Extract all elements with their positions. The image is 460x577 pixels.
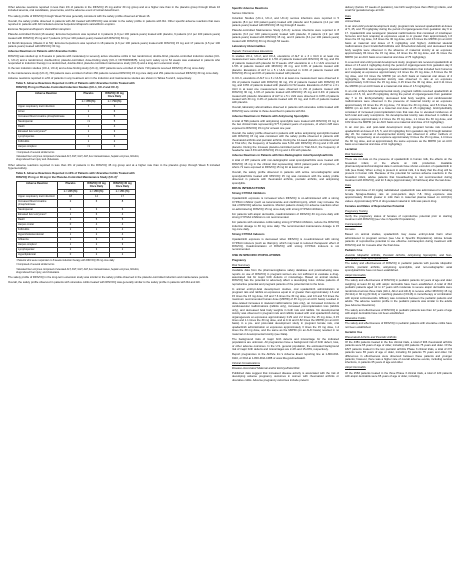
table6-footnote: ¹ Patients who were responders to 8 weeks induction therapy with RINVOQ 45 mg once daily — [16, 258, 115, 262]
table-cell-value: 2 — [84, 252, 110, 257]
table-cell-value: 4 — [110, 232, 136, 237]
paragraph: The safety and effectiveness of RINVOQ in pediatric patients with ulcerative colitis have not been established. — [345, 322, 452, 329]
subheading-atopic: Atopic Dermatitis — [345, 274, 366, 278]
paragraph: Overall, the safety profile observed in patients with active ankylosing spondylitis treated with RINVOQ 15 mg was consistent with the safety profile observed in patients with rheumatoid arthritis and psoriatic arthritis. During the 14-week placebo-controlled period in Trial AS-I, the frequency of headache was 5.4% with RINVOQ 15 mg and 2.1% with placebo. During the 14-week placebo-controlled period in Trial AS-II, the frequency of headache was 3.3% with RINVOQ 15 mg and 1.4% with placebo. — [232, 131, 339, 153]
table-cell-value: 1 — [58, 213, 84, 218]
paragraph: A total of 187 patients with non-radiographic axial spondyloarthritis were treated with RINVOQ 15 mg in the clinical trial representing 116.6 patient-years of exposure, of whom 71 were exposed to RINVOQ 15 mg for at least one year. — [232, 159, 339, 170]
table-cell-value: 7 — [76, 104, 102, 109]
table-cell-reaction: Elevated liver enzymes²* — [17, 129, 76, 134]
table-cell-value: 2 — [102, 144, 128, 149]
table-cell-reaction: Acne¹ — [17, 109, 76, 114]
table6-footnote: ² Composed of several similar terms — [16, 263, 55, 267]
heading-specific: Specific Adverse Reactions — [232, 7, 268, 11]
table-cell-value: 0 — [58, 252, 84, 257]
paragraph: RINVOQ was studied up to 8 weeks in patients with moderately to severely active ulcerative colitis in two randomized, double-blind, placebo-controlled induction studies (UC-1, UC-2) and a randomized, double-blind, placebo-controlled, dose-finding study (UC-4; NCT02819635). Long term safety up to 52 weeks was evaluated in patients who responded to induction therapy in a randomized, double-blind, placebo-controlled maintenance study (UC-3) and a long-term extension study. — [8, 55, 220, 66]
table-cell-value: 1 — [58, 237, 84, 242]
paragraph: In the two induction studies (UC-1, UC-2) and a dose finding study (UC-4), 1097 patients were enrolled of whom 719 patients received RINVOQ 45 mg once daily. — [8, 67, 205, 71]
table-cell-value: <1 — [76, 119, 102, 124]
table-cell-value: <1 — [76, 144, 102, 149]
table5-caption: Table 5. Adverse Reactions Reported in ≥2% of Patients with Ulcerative Colitis Treated with RINVOQ 45 mg in Placebo-Controlled Induction Studies (UC-1, UC-2 and UC-4) — [16, 82, 135, 89]
table-cell-reaction: Influenza — [17, 237, 58, 242]
paragraph: Overall, the safety profile observed in patients with AD treated with RINVOQ was similar to the safety profile in patients with RA. Other specific adverse reactions that were reported in patients with AD included eczema herpeticum/Kaposi's varicelliform eruption. — [8, 19, 220, 26]
paragraph: Verify the pregnancy status of females of reproductive potential prior to starting treatment with RINVOQ [see Use in Specific Populations]. — [345, 214, 452, 222]
table-cell-value: 1 — [58, 242, 84, 247]
table-cell-reaction: Herpes simplex² — [17, 242, 58, 247]
table-cell-value: 4 — [110, 222, 136, 227]
subheading-disease: Disease-Associated Maternal and/or Embryo/Fetal Risk — [232, 366, 300, 370]
paragraph: For patients with atopic dermatitis, coadministration of RINVOQ 30 mg once daily with strong CYP3A4 inhibitors is not recommended. — [232, 212, 339, 220]
paragraph: The safety profile of RINVOQ through Week 52 was generally consistent with the safety profile observed at Week 16. — [8, 14, 151, 18]
table-cell-reaction: Rash¹ — [17, 124, 76, 129]
paragraph: Overall, the safety profile observed in patients with ulcerative colitis treated with RINVOQ was generally similar to the safety profile in patients with RA and AD. — [8, 281, 201, 285]
table-cell-value: 1 — [76, 134, 102, 139]
table5-n-placebo: n = 378 (%) — [76, 99, 102, 104]
table-cell-value: 1 — [76, 124, 102, 129]
middle-column — [232, 6, 339, 572]
paragraph: Report pregnancies to the AbbVie Inc.'s Adverse Event reporting line at 1-800-633-9110, or FDA at 1-800-FDA-1088 or www.fda.gov/medwatch. — [232, 353, 339, 360]
table-cell-value: 3 — [102, 134, 128, 139]
paragraph: 12 Month Exposure (Weeks 0 to 52): Eczema herpeticum was reported in 18 patients (1.6 per 100 patient-years) treated with RINVOQ 15 mg and 17 patients (1.5 per 100 patient-years) treated with RINVOQ 30 mg. — [8, 41, 220, 49]
table6-caption: Table 6. Adverse Reactions Reported in ≥2% of Patients with Ulcerative Colitis Treated with RINVOQ 15 mg or 30 mg in the Placebo-Controlled Maintenance Study (UC-3)¹ — [16, 172, 135, 179]
paragraph: There are no data on the presence of upadacitinib in human milk, the effects on the breastfed infant, or the effects on milk production. Available pharmacodynamic/toxicological data in animals have shown excretion of upadacitinib in milk (see Data). When a drug is present in animal milk, it is likely that the drug will be present in human milk. Because of the potential for serious adverse reactions in the breastfed infant, advise patients that breastfeeding is not recommended during treatment with RINVOQ, and for 6 days (approximately 10 half-lives) after the last dose. — [345, 158, 452, 183]
table-cell-value: 3 — [84, 247, 110, 252]
subheading-hep: Hepatic Transaminase Elevations — [232, 49, 273, 53]
paragraph: delivery (before 37 weeks of gestation), low birth weight (less than 2500 g) infants, and small for gestational age at birth. — [345, 6, 452, 13]
table-cell-value: 4 — [110, 227, 136, 232]
table-cell-value: 5 — [110, 217, 136, 222]
paragraph: In studies UC-1, UC-2, and UC-4, elevations of ALT to ≥ 3 x ULN in at least one measurement were observed in 1.5% of patients treated with RINVOQ 45 mg, and 0% of patients treated with placebo for 8 weeks. AST elevations to ≥ 3 x ULN occurred in 1.5% of patients treated with RINVOQ 45 mg, and 0.3% of patients treated with placebo. Elevations of ALT to ≥ 5 x ULN occurred in 0.4% of patients treated with RINVOQ 45 mg and 0% of patients treated with placebo. — [232, 54, 339, 76]
table-cell-value: 3 — [84, 237, 110, 242]
subheading-atopic: Atopic Dermatitis — [345, 366, 366, 370]
table-cell-reaction: Herpes zoster — [17, 222, 58, 227]
table-cell-reaction: Increased blood creatine phosphokinase — [17, 114, 76, 119]
table-cell-value: 2 — [84, 232, 110, 237]
table6-col-placebo: Placebo — [58, 181, 84, 189]
table-cell-value: 18 — [58, 194, 84, 199]
heading-pediatric: Pediatric Use — [345, 248, 363, 252]
table-cell-value: 4 — [102, 124, 128, 129]
subheading-animal: Animal Data — [345, 19, 360, 23]
table-cell-value: 1 — [84, 227, 110, 232]
table-row — [17, 199, 136, 207]
document-page — [8, 6, 452, 572]
subheading-risk: Risk Summary — [345, 153, 363, 157]
table-cell-value: 6 — [84, 213, 110, 218]
table-cell-value: 2 — [102, 139, 128, 144]
heading-drug-interactions: DRUG INTERACTIONS — [232, 186, 266, 191]
paragraph: Other adverse reactions reported in less than 1% of patients in the RINVOQ 15 mg and/or 30 mg group and at a higher rate than in the placebo group through Week 16 included anemia, oral candidiasis, pneumonia, and the adverse event of retinal detachment. — [8, 6, 220, 13]
table5-footnote: ¹ Composed of several similar terms — [16, 150, 55, 154]
table-cell-reaction: Increased blood creatine phosphokinase — [17, 199, 58, 207]
table6-col-rinvoq30: RINVOQ 30 mg Once Daily — [110, 181, 136, 189]
paragraph: Other adverse reactions reported in less than 2% of patients in the RINVOQ 45 mg group and at a higher rate than in the placebo group through Week 8 included hypersensitivity. — [8, 163, 220, 171]
table6-col-reaction: Adverse Reaction — [17, 181, 58, 194]
table6-body — [17, 194, 136, 257]
paragraph: Available data from the pharmacovigilance safety database and postmarketing case reports on use of RINVOQ in pregnant women are not sufficient to evaluate a drug-associated risk for major birth defects or miscarriage. Based on animal studies, RINVOQ has the potential to adversely affect a developing fetus. Advise patients of reproductive potential and pregnant patients of the potential risk to the fetus. — [232, 269, 339, 286]
paragraph: Overall, the safety profile observed in patients with active non-radiographic axial spondyloarthritis treated with RINVOQ 15 mg was consistent with the safety profile observed in patients with rheumatoid arthritis, psoriatic arthritis, and ankylosing spondylitis. — [232, 171, 339, 185]
heading-ar-as: Adverse Reactions in Patients with Ankylosing Spondylitis — [232, 114, 309, 118]
paragraph: Of the 2583 patients treated in the three Phase 3 clinical trials, a total of 120 patients with atopic dermatitis were 65 years of age or older, including — [345, 371, 452, 378]
table-cell-value: 2 — [110, 237, 136, 242]
heading-pregnancy: Pregnancy — [232, 258, 247, 262]
table-cell-reaction: Herpes simplex¹ — [17, 144, 76, 149]
subheading-rheumatoid: Rheumatoid Arthritis and Psoriatic Arthritis — [345, 335, 397, 339]
paragraph: A single oral dose of 10 mg/kg radiolabeled upadacitinib was administered to lactating female Sprague-Dawley rats on post-partum days 7-8. Drug exposure was approximately 30-fold greater in milk than in maternal plasma based on AUC(0-t) values. Approximately 97% of drug-related material in milk was parent drug. — [345, 189, 452, 203]
table-cell-value: 1 — [76, 114, 102, 119]
table-cell-reaction: Upper respiratory tract infection¹ — [17, 104, 76, 109]
paragraph: In the maintenance study (UC-3), 746 patients were enrolled of whom 250 patients received RINVOQ 15 mg once daily and 251 patients received RINVOQ 30 mg once daily. — [8, 72, 219, 76]
subheading-juvenile: Juvenile Idiopathic Arthritis, Psoriatic Arthritis, Ankylosing Spondylitis, and Non-radiographic Axial Spondyloarthritis — [345, 253, 452, 261]
subheading-contraception: Contraception — [345, 223, 363, 227]
paragraph: In an oral pre- and post-natal development study, pregnant female rats received upadacitinib at doses of 2.5, 5, and 10 mg/kg/day from gestation day 6 through lactation day 20. No maternal or developmental toxicity was observed in either mothers or offspring, respectively, at an exposure approximately 3 times the 15 mg dose, 1.4 times the 30 mg dose, and at approximately the same exposure as the MRHD (on an AUC basis at a maternal oral dose of 10 mg/kg/day). — [345, 126, 452, 147]
table-cell-value: 5 — [102, 119, 128, 124]
table-cell-value: 2 — [58, 227, 84, 232]
table-cell-value: 1 — [76, 109, 102, 114]
left-column — [8, 6, 220, 572]
paragraph: In an oral embryo-fetal developmental study, pregnant rabbits received upadacitinib at doses of 2.5, 10, and 25 mg/kg/day during the period of organogenesis from gestation day 7 to 19. Embryolethality, decreased fetal body weights, and cardiovascular malformations were observed in the presence of maternal toxicity at an exposure approximately 15 times the 15 mg dose, 7.6 times the 30 mg dose, and 5.6 times the MRHD (on an AUC basis at a maternal oral dose of 25 mg/kg/day). Embryolethality consisted of increased post-implantation loss that was due to elevated incidences of both total and early resorptions. No developmental toxicity was observed in rabbits at an exposure approximately 2.2 times the 15 mg dose, 1.1 times the 30 mg dose, and 0.82 times the MRHD (on an AUC basis at a maternal oral dose of 10 mg/kg/day). — [345, 89, 452, 125]
table6-col-rinvoq15: RINVOQ 15 mg Once Daily — [84, 181, 110, 189]
table-cell-reaction: Upper respiratory tract infection² — [17, 194, 58, 199]
table-cell-reaction: Folliculitis — [17, 227, 58, 232]
table-cell-reaction: Rash² — [17, 217, 58, 222]
table-cell-reaction: Folliculitis — [17, 139, 76, 144]
table-cell-value: 9 — [102, 104, 128, 109]
table6-n-rinvoq15: n = 250 (%) — [84, 189, 110, 194]
heading-ar-uc: Adverse Reactions in Patients with Ulcerative Colitis — [8, 50, 77, 54]
table-cell-value: 3 — [84, 208, 110, 213]
heading-lactation: Lactation — [345, 148, 358, 152]
table5-body — [17, 104, 128, 149]
paragraph: Adverse reactions reported in ≥2% of patients in any treatment arm in the induction and maintenance studies are shown in Tables 5 and 6, respectively. — [8, 77, 192, 81]
paragraph: The safety and effectiveness of RINVOQ in pediatric patients 12 years of age and older weighing at least 40 kg with atopic dermatitis have been established. A total of 344 pediatric patients aged 12 to 17 years with moderate to severe atopic dermatitis were randomized across three trials (AD-1, AD-2 and AD-3) to receive either RINVOQ 15 mg (N=114) or 30 mg (N=114) or matching placebo (N=116) in monotherapy or combination with topical corticosteroids. Efficacy was consistent between the pediatric patients and adults. The adverse reaction profile in the pediatric patients was similar to the adults [see Adverse Reactions]. — [345, 279, 452, 307]
right-column — [345, 6, 452, 572]
table-cell-reaction: Lymphopenia¹ — [17, 134, 76, 139]
table-cell-value: 17 — [110, 194, 136, 199]
paragraph: In UC-3, elevations of ALT to ≥ 3 x ULN in at least one measurement were observed in 4% of patients treated with RINVOQ 30 mg, 2% of patients treated with RINVOQ 15 mg, and 0.8% of patients treated with placebo for 52 weeks. Elevations of AST to ≥ 3 x ULN in at least one measurement were observed in 2% of patients treated with RINVOQ 30 mg, 1.6% of patients treated with RINVOQ 15 mg and 0.4% of patients treated with placebo. Elevations of ALT to ≥ 5 x ULN were observed in 0.8% of patients treated with 30 mg, 0.4% of patients treated with 15 mg, and 0.4% of patients treated with placebo. — [232, 77, 339, 105]
table5-col-reaction: Adverse Reaction — [17, 91, 76, 104]
paragraph: The background risks of major birth defects and miscarriage for the indicated populations are unknown. All pregnancies have a background risk of birth defect, loss, or other adverse outcomes. In the U.S. general population, the estimated background risk of major birth defects and miscarriages are 2-4% and 15-20%, respectively. — [232, 337, 339, 352]
table5-col-rinvoq45: RINVOQ 45 mg Once Daily — [102, 91, 128, 99]
heading-cyp-inducers: Strong CYP3A4 Inducers — [232, 233, 265, 237]
table-cell-value: 1 — [76, 139, 102, 144]
table-cell-reaction: Hypercholesterolemia² — [17, 232, 58, 237]
paragraph: Placebo-controlled Maintenance Study (UC-3): serious infections were reported in 8 patients (6.3 per 100 patient-years) treated with placebo, 8 patients (4.9 per 100 patient-years) treated with RINVOQ 15 mg, and 6 patients (3.1 per 100 patient-years) treated with RINVOQ 30 mg through 52 weeks. — [232, 29, 339, 43]
table6-footnote: ³ Elevated liver enzymes composed of elevated ALT, AST, GGT, ALP, liver transaminases, hepatic enzymes, bilirubin, drug-induced liver injury, and cholestasis. — [16, 267, 140, 274]
paragraph: In animal embryo-fetal development studies, oral upadacitinib administration to pregnant rats and rabbits at exposures equal to or greater than approximately 1.6 and 15 times the 15 mg dose, 0.8 and 7.6 times the 30 mg dose, and 0.6 and 5.6 times the maximum recommended human dose (MRHD) of 45 mg (on an AUC basis) resulted in dose-related increases in skeletal malformations (rats only), an increased incidence of cardiovascular malformations (rabbits only), increased post-implantation loss (rabbits only), and decreased fetal body weights in both rats and rabbits. No developmental toxicity was observed in pregnant rats and rabbits treated with oral upadacitinib during organogenesis at exposures approximately 0.29 and 2.2 times the 15 mg dose, 0.15 times and 1.1 times the 30 mg dose, and at 0.11 and 0.82 times the MRHD (on an AUC basis) in a pre- and post-natal development study in pregnant female rats, oral upadacitinib administration at exposures approximately 3 times the 15 mg dose, 1.4 times the 30 mg dose, and the same as the MRHD (on an AUC basis) resulted in no maternal or developmental toxicity (see Data). — [232, 287, 339, 336]
table-cell-reaction: Elevated liver enzymes²³ — [17, 213, 58, 218]
table6 — [16, 181, 136, 258]
table-cell-value: 0 — [58, 222, 84, 227]
paragraph: The safety and effectiveness of RINVOQ in pediatric patients less than 12 years of age with atopic dermatitis have not been established. — [345, 308, 452, 315]
table-cell-value: 3 — [110, 242, 136, 247]
table-cell-value: 2 — [58, 247, 84, 252]
table-cell-value: 14 — [84, 194, 110, 199]
paragraph: Upadacitinib exposure is decreased when RINVOQ is co-administered with strong CYP3A4 inducers (such as rifampin), which may lead to reduced therapeutic effect of RINVOQ. Coadministration of RINVOQ with strong CYP3A4 inducers is not recommended. — [232, 238, 339, 252]
table-cell-value: 2 — [110, 247, 136, 252]
paragraph: In an oral embryo-fetal development study, pregnant rats received upadacitinib at doses of 5, 25, and 75 mg/kg/day during the period of organogenesis from gestation day 6 to 17. Upadacitinib was teratogenic (skeletal malformations that consisted of misshapen humerus and bent scapula) at exposures equal to or greater than approximately 1.6 times the 15 mg dose, 0.8 times the 30 mg dose, and 0.6 times the MRHD (on an AUC basis at maternal oral doses of 5 mg/kg/day and higher). Additional skeletal malformations (bent forelimbs/hindlimbs and rib/vertebral defects) and decreased fetal body weights were observed in the absence of maternal toxicity at an exposure approximately 84 times the 15 mg dose, 43 times the 30 mg dose, and 31 times the MRHD (on an AUC basis at a maternal oral dose of 75 mg/kg/day). — [345, 24, 452, 59]
table-cell-value: 2 — [110, 252, 136, 257]
paragraph: Upadacitinib exposure is increased when RINVOQ is co-administered with a strong CYP3A4 inhibitor (such as ketoconazole and clarithromycin), which may increase the risk of RINVOQ adverse reactions. Monitor patients closely for adverse reactions when co-administering RINVOQ 15 mg once daily with strong CYP3A4 inhibitors. — [232, 197, 339, 211]
subheading-pregnancy-testing: Pregnancy Testing — [345, 209, 368, 213]
heading-ar-nr: Adverse Reactions in Patients with Non-Radiographic Axial Spondyloarthritis — [232, 154, 334, 158]
subheading-eczema: Eczema Herpeticum/Kaposi's Varicelliform Eruption — [8, 28, 71, 32]
paragraph: In a second oral embryo-fetal development study, pregnant rats received upadacitinib at doses of 1.5 and 4 mg/kg/day during the period of organogenesis from gestation day 6 to 17. Upadacitinib was teratogenic (skeletal malformations that included bent humerus and scapula) at exposures approximately 1.6 times the 15 mg dose, 0.8 times the 30 mg dose, and 0.6 times the MRHD (on an AUC basis at maternal oral doses of 4 mg/kg/day). No developmental toxicity was observed in rats at an exposure approximately 0.29 times the 15 mg dose, 0.15 times the 30 mg dose, and 0.11 times the MRHD (on an AUC basis at a maternal oral dose of 1.5 mg/kg/day). — [345, 60, 452, 88]
table5 — [16, 91, 128, 150]
heading-lab: Laboratory Abnormalities — [232, 44, 266, 48]
table-cell-value: 2 — [84, 242, 110, 247]
table-cell-reaction: Neutropenia² — [17, 208, 58, 213]
table-cell-value: 2 — [58, 199, 84, 207]
subheading-clinical: Clinical Considerations — [232, 361, 260, 365]
heading-reproductive: Females and Males of Reproductive Potential — [345, 204, 405, 208]
table-cell-value: 1 — [58, 232, 84, 237]
subheading-data: Data — [345, 184, 351, 188]
paragraph: Of the 4381 patients treated in the five clinical trials, a total of 906 rheumatoid arthritis patients were 65 years of age or older, including 146 patients 75 years and older. Of the 1827 patients treated in the two psoriatic arthritis Phase 3 clinical trials, a total of 274 patients were 65 years of age or older, including 34 patients 75 years and older. No differences in effectiveness were observed between these patients and younger patients; however, there was a higher rate of overall adverse events, including serious infections, in patients 65 years of age and older. — [345, 340, 452, 365]
table-cell-reaction: Lymphopenia² — [17, 247, 58, 252]
paragraph: Published data suggest that increased disease activity is associated with the risk of developing adverse pregnancy outcomes in women with rheumatoid arthritis or ulcerative colitis. Adverse pregnancy outcomes include preterm — [232, 371, 339, 382]
table-cell-value: 4 — [84, 222, 110, 227]
paragraph: Placebo-controlled Period (16 weeks): Eczema herpeticum was reported in 4 patients (1.6 per 100 patient-years) treated with placebo, 6 patients (2.2 per 100 patient-years) treated with RINVOQ 15 mg and 7 patients (2.6 per 100 patient-years) treated with RINVOQ 30 mg. — [8, 33, 220, 40]
table-cell-value: 6 — [84, 199, 110, 207]
table-cell-value: 3 — [102, 129, 128, 134]
paragraph: Based on animal studies, upadacitinib may cause embryo-fetal harm when administered to pregnant women [see Use in Specific Populations]. Advise female patients of reproductive potential to use effective contraception during treatment with RINVOQ and for 4 weeks after the final dose. — [345, 233, 452, 247]
right-area — [232, 6, 452, 572]
table-cell-value: 6 — [110, 208, 136, 213]
table-cell-reaction: Neutropenia¹ — [17, 119, 76, 124]
paragraph: For patients with ulcerative colitis taking strong CYP3A4 inhibitors, reduce the RINVOQ induction dosage to 30 mg once daily. The recommended maintenance dosage is 15 mg once daily. — [232, 221, 339, 231]
heading-specific-populations: USE IN SPECIFIC POPULATIONS — [232, 252, 281, 257]
subheading-risk: Risk Summary — [232, 264, 250, 267]
paragraph: A total of 596 patients with ankylosing spondylitis were treated with RINVOQ 15 mg in the two clinical trials representing 577.3 patient-years of exposure, of whom 228 were exposed to RINVOQ 15 mg for at least one year. — [232, 120, 339, 130]
subheading-data: Data — [345, 14, 351, 18]
paragraph: The safety profile of RINVOQ in the long-term extension study was similar to the safety profile observed in the placebo-controlled induction and maintenance periods. — [8, 276, 209, 280]
subheading-uc: Ulcerative Colitis — [345, 317, 366, 321]
table5-n-rinvoq45: n = 719 (%) — [102, 99, 128, 104]
table6-n-rinvoq30: n = 251 (%) — [110, 189, 136, 194]
table-row — [17, 144, 128, 149]
paragraph: Induction Studies (UC-1, UC-2, and UC-4): serious infections were reported in 5 patients (8.4 per 100 patient-years) treated with placebo and 8 patients (4.4 per 100 patient-years) treated with RINVOQ 45 mg through 8 weeks. — [232, 17, 339, 28]
table-cell-value: 4 — [58, 217, 84, 222]
table-cell-value: 5 — [84, 217, 110, 222]
table-cell-value: 5 — [102, 114, 128, 119]
table-cell-value: 1 — [76, 129, 102, 134]
paragraph: Overall, laboratory abnormalities observed in patients with ulcerative colitis treated with RINVOQ were similar to those described in patients with RA. — [232, 106, 339, 113]
subheading-females: Females — [345, 228, 356, 232]
table5-col-placebo: Placebo — [76, 91, 102, 99]
table-cell-value: 2 — [58, 208, 84, 213]
table-cell-value: 8 — [110, 199, 136, 207]
table-cell-value: 4 — [110, 213, 136, 218]
table-cell-reaction: Hyperlipidemia² — [17, 252, 58, 257]
table6-n-placebo: n = 245 (%) — [58, 189, 84, 194]
heading-cyp-inhibitors: Strong CYP3A4 Inhibitors — [232, 192, 266, 196]
subheading-serious: Serious Infections — [232, 12, 254, 16]
table-cell-value: 6 — [102, 109, 128, 114]
table5-footnote: ² Elevated liver enzymes composed of elevated ALT, AST, GGT, ALP, liver transaminases, hepatic enzymes, bilirubin, drug-induced liver injury and cholestasis. — [16, 155, 140, 162]
heading-geriatric: Geriatric Use — [345, 330, 363, 334]
table-row — [17, 252, 136, 257]
paragraph: The safety and effectiveness of RINVOQ in pediatric patients with juvenile idiopathic arthritis, psoriatic arthritis, ankylosing spondylitis, and non-radiographic axial spondyloarthritis have not been established. — [345, 262, 452, 273]
